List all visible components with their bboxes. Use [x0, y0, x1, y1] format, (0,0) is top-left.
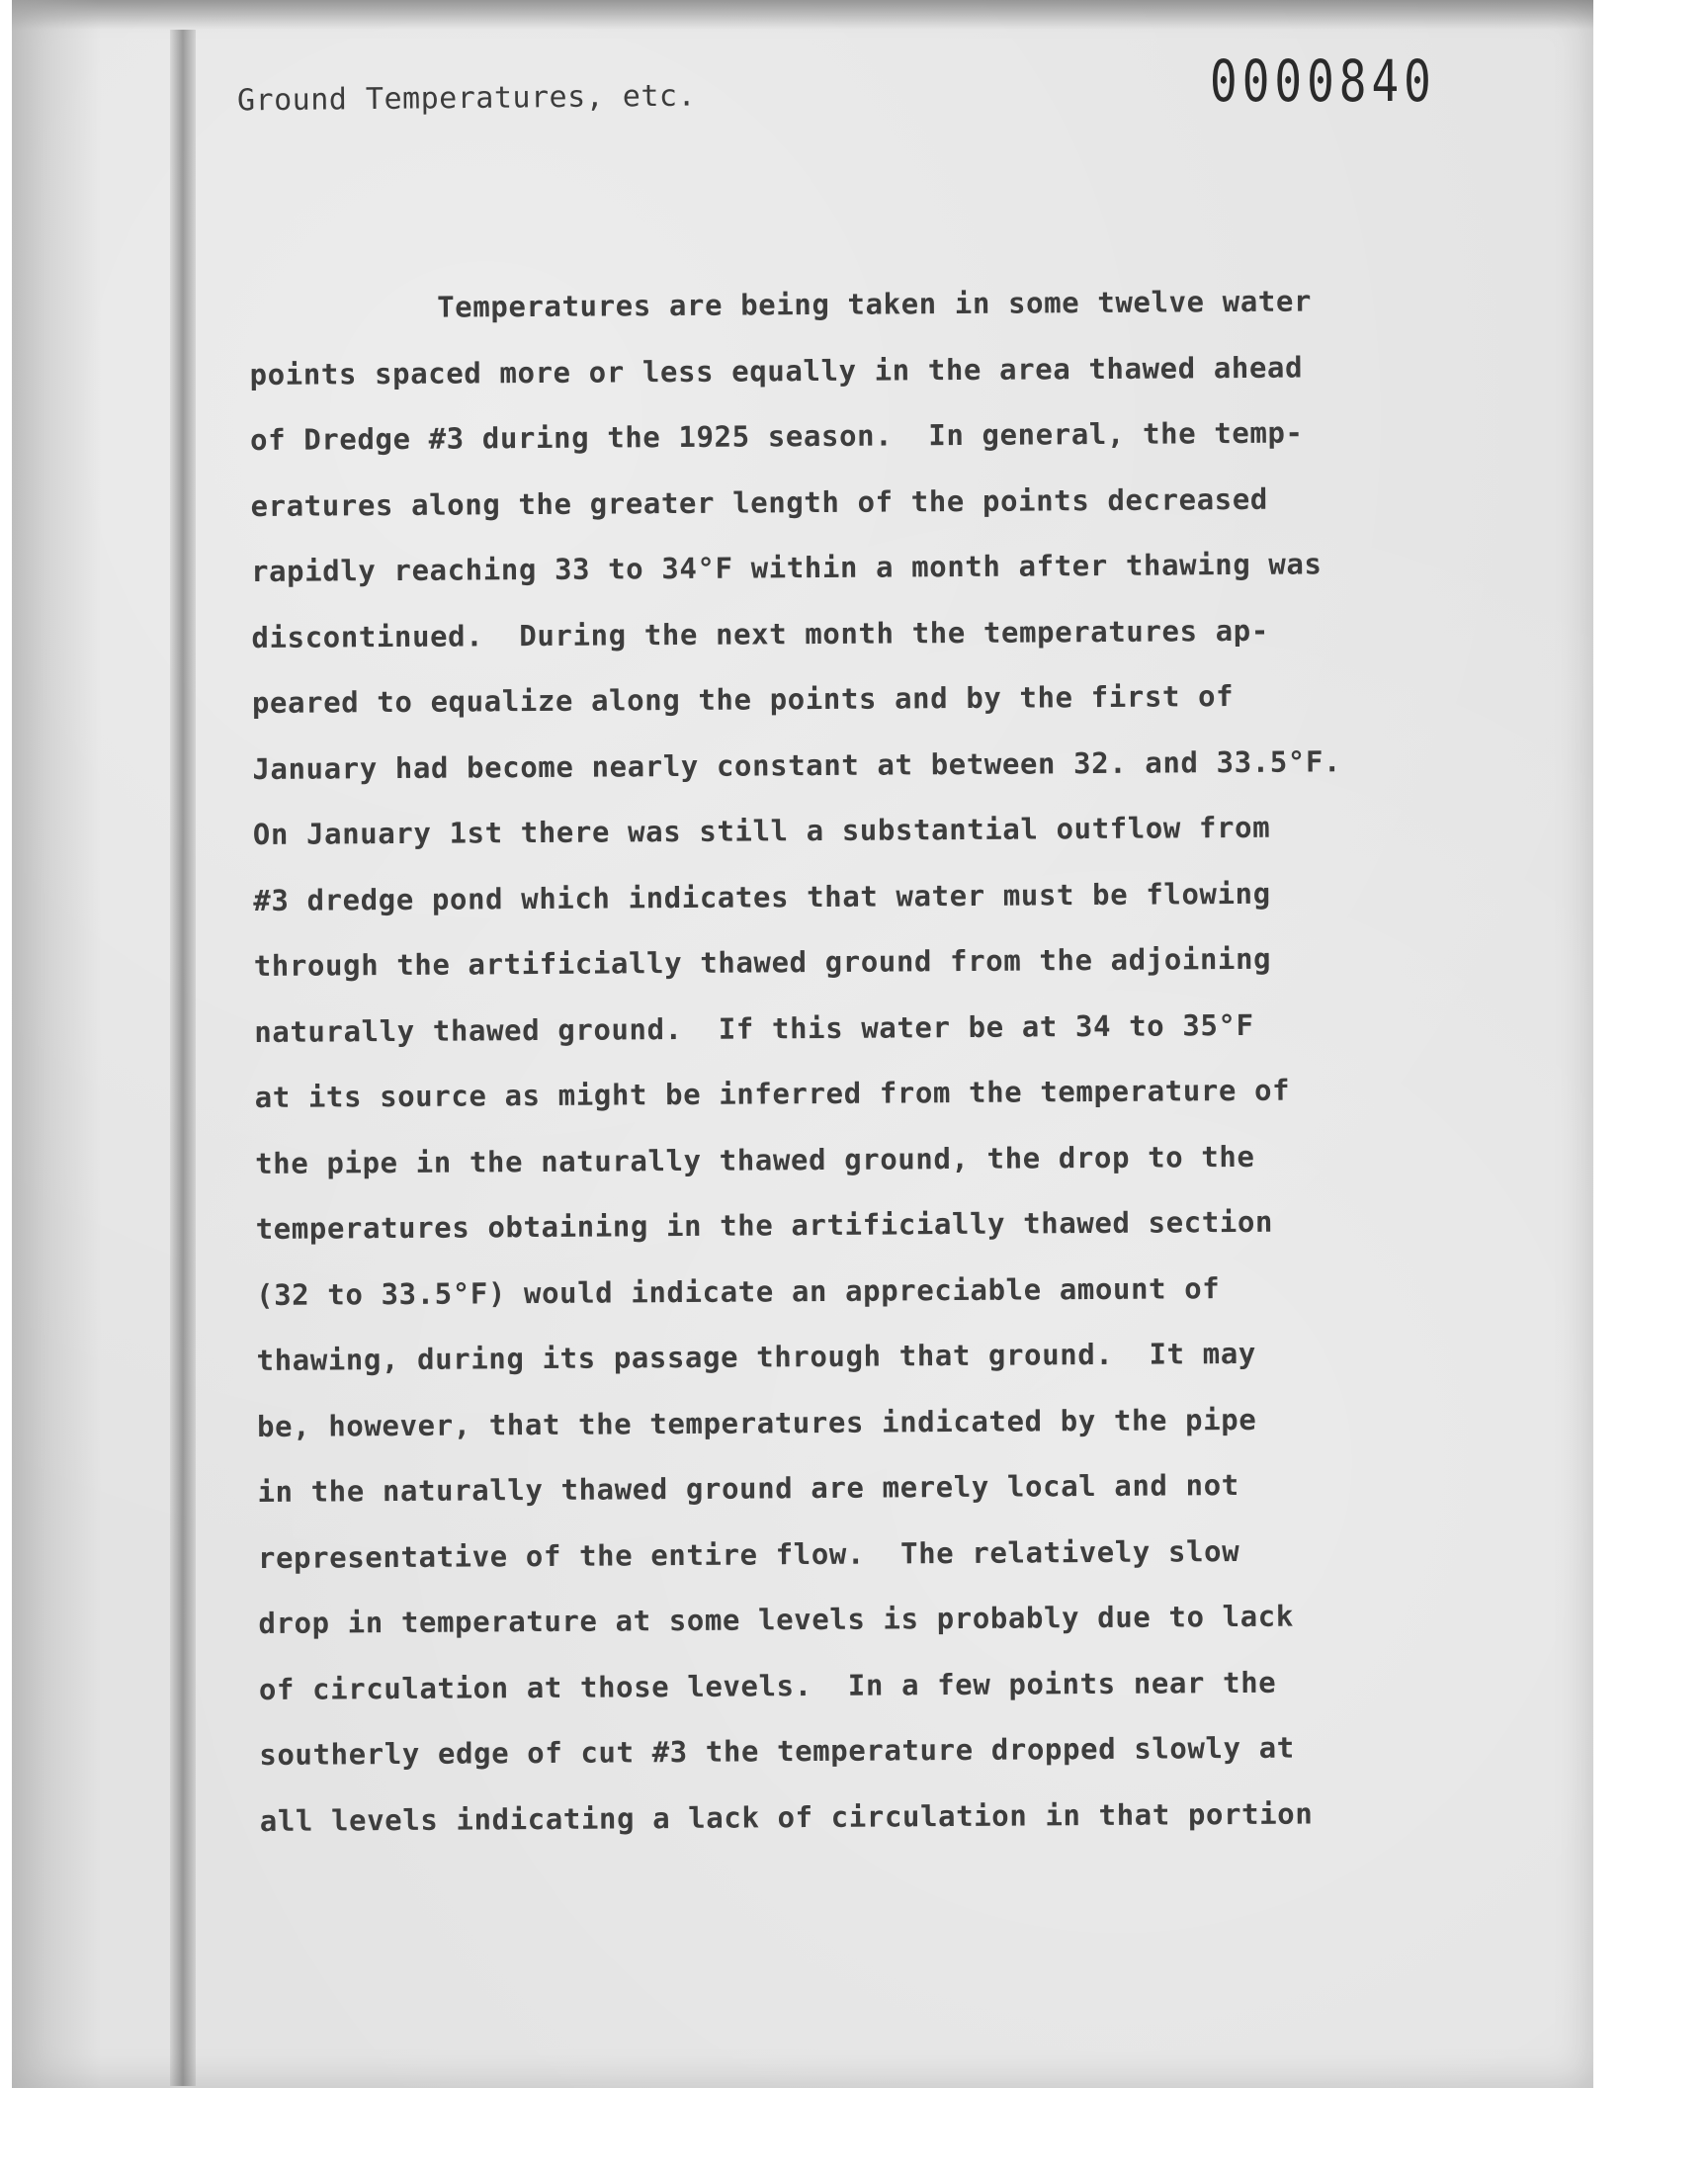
text-line: the pipe in the naturally thawed ground, the drop to the: [255, 1139, 1255, 1180]
text-line: (32 to 33.5°F) would indicate an appreciable amount of: [255, 1270, 1221, 1312]
document-number: 0000840: [1210, 47, 1436, 115]
page-left-edge: [12, 0, 101, 2088]
text-line: representative of the entire flow. The relatively slow: [257, 1533, 1240, 1575]
page-fold-shadow: [170, 30, 196, 2086]
header-title: Ground Temperatures, etc.: [236, 78, 697, 119]
text-line: Temperatures are being taken in some twelve water: [437, 284, 1313, 324]
text-line: #3 dredge pond which indicates that water must be flowing: [253, 876, 1271, 917]
text-line: at its source as might be inferred from the temperature of: [254, 1073, 1291, 1114]
text-line: eratures along the greater length of the points decreased: [250, 481, 1269, 523]
text-line: discontinued. During the next month the temperatures ap-: [251, 613, 1269, 654]
text-line: through the artificially thawed ground from the adjoining: [253, 941, 1272, 983]
text-line: of circulation at those levels. In a few points near the: [258, 1665, 1277, 1706]
text-line: peared to equalize along the points and by the first of: [251, 679, 1235, 720]
text-line: thawing, during its passage through that ground. It may: [256, 1336, 1257, 1377]
text-line: be, however, that the temperatures indicated by the pipe: [256, 1402, 1257, 1443]
text-line: On January 1st there was still a substantial outflow from: [252, 810, 1271, 851]
text-line: naturally thawed ground. If this water be at 34 to 35°F: [254, 1007, 1254, 1049]
text-line: drop in temperature at some levels is probably due to lack: [258, 1599, 1294, 1640]
text-line: southerly edge of cut #3 the temperature dropped slowly at: [259, 1730, 1295, 1772]
body-text: [249, 280, 1505, 1867]
text-line: of Dredge #3 during the 1925 season. In general, the temp-: [249, 415, 1304, 457]
text-line: rapidly reaching 33 to 34°F within a month after thawing was: [250, 547, 1323, 588]
document-page: [12, 0, 1593, 2088]
text-line: January had become nearly constant at between 32. and 33.5°F.: [252, 743, 1342, 786]
text-line: in the naturally thawed ground are merely local and not: [257, 1468, 1239, 1509]
page-top-edge: [12, 0, 1593, 30]
text-line: temperatures obtaining in the artificially thawed section: [255, 1204, 1274, 1246]
text-line: all levels indicating a lack of circulation in that portion: [259, 1796, 1314, 1838]
text-line: points spaced more or less equally in the area thawed ahead: [249, 350, 1304, 392]
